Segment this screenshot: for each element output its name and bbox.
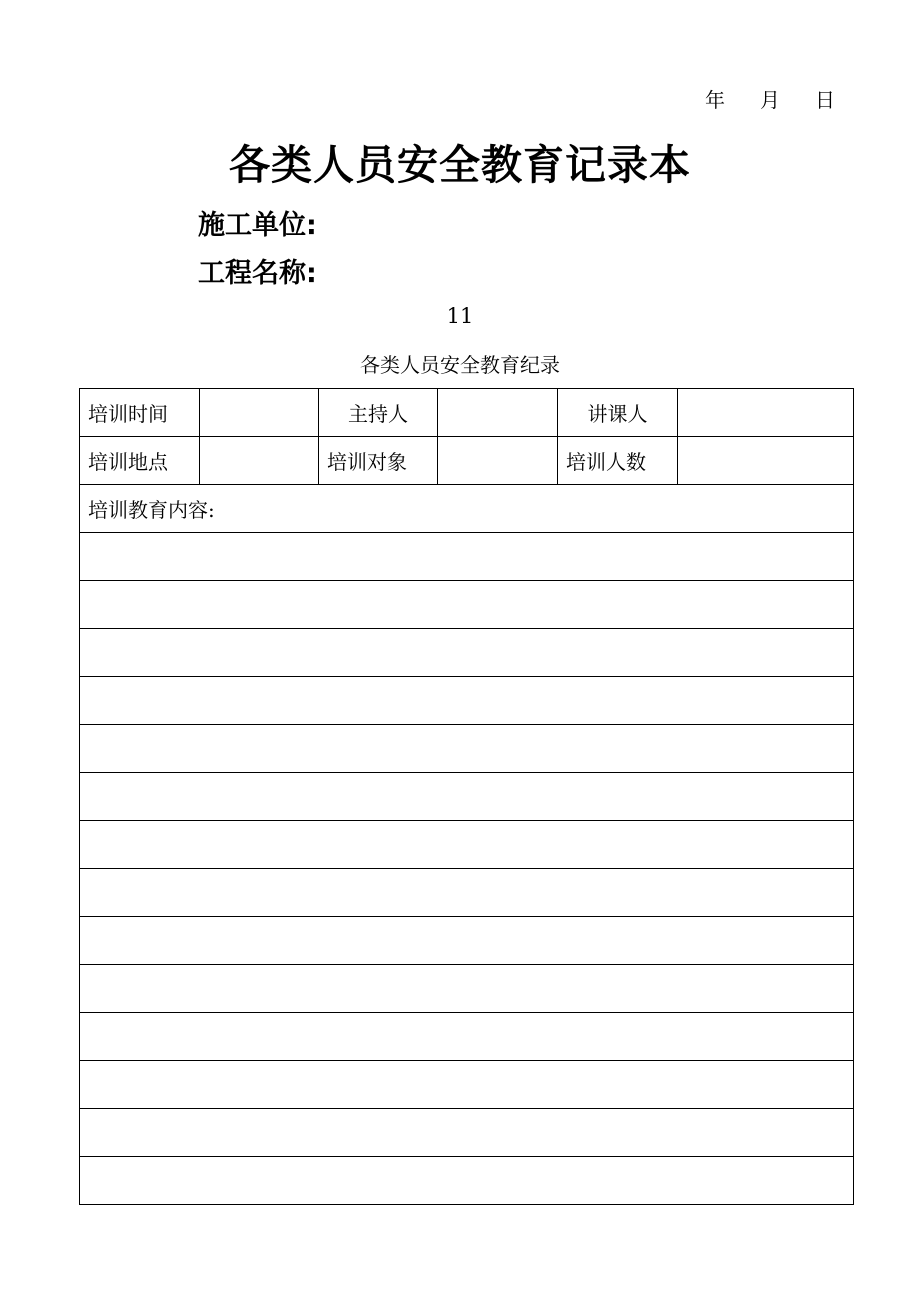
content-line [80,917,854,965]
content-line-cell[interactable] [80,533,854,581]
training-target-value[interactable] [438,437,558,485]
content-line [80,1013,854,1061]
content-line-cell[interactable] [80,1061,854,1109]
content-line [80,725,854,773]
content-line-cell[interactable] [80,1109,854,1157]
content-line [80,869,854,917]
content-line-cell[interactable] [80,917,854,965]
content-line [80,1157,854,1205]
content-line [80,581,854,629]
content-line-cell[interactable] [80,821,854,869]
training-content-label: 培训教育内容: [80,485,854,533]
content-line-cell[interactable] [80,1157,854,1205]
content-line [80,965,854,1013]
table-row [80,389,854,437]
date-line [705,84,835,113]
date-day: 日 [815,88,835,112]
content-line [80,533,854,581]
content-line [80,677,854,725]
lecturer-value[interactable] [678,389,854,437]
content-line-cell[interactable] [80,677,854,725]
training-time-label: 培训时间 [80,389,200,437]
record-table [79,388,854,1205]
page-title: 各类人员安全教育记录本 [229,141,691,189]
lecturer-label: 讲课人 [558,389,678,437]
table-row [80,437,854,485]
training-place-value[interactable] [200,437,319,485]
date-year: 年 [705,88,725,112]
record-title: 各类人员安全教育纪录 [360,353,560,377]
content-line-cell[interactable] [80,965,854,1013]
training-count-value[interactable] [678,437,854,485]
content-line-cell[interactable] [80,581,854,629]
table-row [80,485,854,533]
content-line [80,773,854,821]
page-number: 11 [446,304,474,328]
training-target-label: 培训对象 [319,437,438,485]
date-month: 月 [760,88,780,112]
content-line-cell[interactable] [80,1013,854,1061]
content-line-cell[interactable] [80,773,854,821]
content-line-cell[interactable] [80,629,854,677]
content-line [80,821,854,869]
host-label: 主持人 [319,389,438,437]
training-place-label: 培训地点 [80,437,200,485]
content-line-cell[interactable] [80,869,854,917]
training-count-label: 培训人数 [558,437,678,485]
content-line [80,629,854,677]
content-line [80,1061,854,1109]
content-line-cell[interactable] [80,725,854,773]
construction-unit-label: 施工单位: [198,210,317,241]
host-value[interactable] [438,389,558,437]
project-name-label: 工程名称: [198,258,317,289]
training-time-value[interactable] [200,389,319,437]
content-line [80,1109,854,1157]
